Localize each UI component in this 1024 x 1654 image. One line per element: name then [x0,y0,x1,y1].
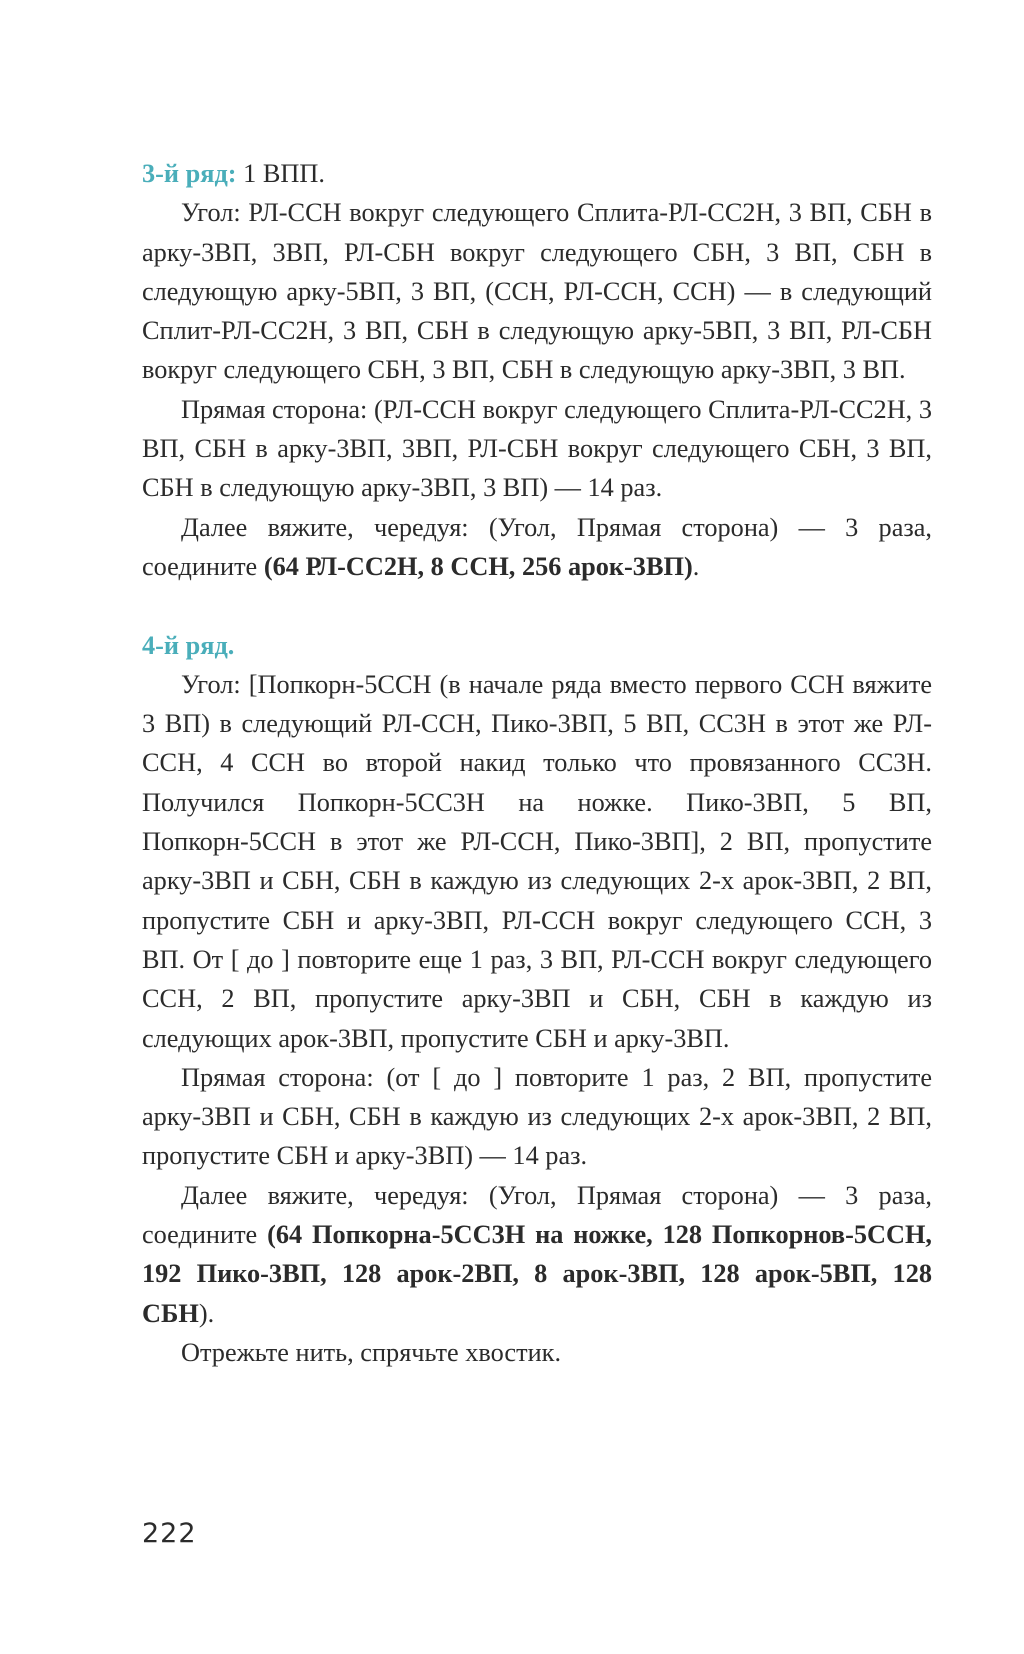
row4-totals: (64 Попкорна-5СС3Н на ножке, 128 Попкорнов-5ССН, 192 Пико-3ВП, 128 арок-2ВП, 8 арок-3ВП, 128 арок-5ВП, 128 СБН [142,1220,933,1328]
row3-heading [142,154,932,193]
row4-corner-paragraph: Угол: [Попкорн-5ССН (в начале ряда вместо первого ССН вяжите 3 ВП) в следующий РЛ-ССН, Пико-3ВП, 5 ВП, СС3Н в этот же РЛ-ССН, 4 ССН во второй накид только что провязанного СС3Н. Получился Попкорн-5СС3Н на ножке. Пико-3ВП, 5 ВП, Попкорн-5ССН в этот же РЛ-ССН, Пико-3ВП], 2 ВП, пропустите арку-3ВП и СБН, СБН в каждую из следующих 2-х арок-3ВП, 2 ВП, пропустите СБН и арку-3ВП, РЛ-ССН вокруг следующего ССН, 3 ВП. От [ до ] повторите еще 1 раз, 3 ВП, РЛ-ССН вокруг следующего ССН, 2 ВП, пропустите арку-3ВП и СБН, СБН в каждую из следующих арок-3ВП, пропустите СБН и арку-3ВП. [142,669,932,1053]
row4-totals-close: ) [198,1298,208,1328]
row4-heading [142,626,932,665]
row4-finish-paragraph: Отрежьте нить, спрячьте хвостик. [181,1337,562,1367]
row3-end: . [692,551,700,581]
section-gap [142,586,932,625]
row3-intro: 1 ВПП. [236,159,325,188]
row3-straight-paragraph: Прямая сторона: (РЛ-ССН вокруг следующего Сплита-РЛ-СС2Н, 3 ВП, СБН в арку-3ВП, 3ВП, РЛ-СБН вокруг следующего СБН, 3 ВП, СБН в следующую арку-3ВП, 3 ВП) — 14 раз. [142,394,932,503]
row3-totals: (64 РЛ-СС2Н, 8 ССН, 256 арок-3ВП) [263,551,693,581]
page-number: 222 [142,1518,197,1549]
row3-continue-paragraph [142,508,932,587]
row4-continue-paragraph [142,1176,932,1333]
row3-continue-text: Далее вяжите, чередуя: (Угол, Прямая сторона) — 3 раза, соедините [142,512,932,581]
page-body [142,154,932,1372]
row4-end: . [207,1298,215,1328]
row4-straight-paragraph: Прямая сторона: (от [ до ] повторите 1 раз, 2 ВП, пропустите арку-3ВП и СБН, СБН в каждую из следующих 2-х арок-3ВП, 2 ВП, пропустите СБН и арку-3ВП) — 14 раз. [142,1062,932,1171]
row3-label: 3-й ряд: [142,159,237,188]
row4-label: 4-й ряд. [142,630,235,660]
row4-continue-text: Далее вяжите, чередуя: (Угол, Прямая сторона) — 3 раза, соедините [142,1180,932,1250]
row3-corner-paragraph: Угол: РЛ-ССН вокруг следующего Сплита-РЛ-СС2Н, 3 ВП, СБН в арку-3ВП, 3ВП, РЛ-СБН вокруг следующего СБН, 3 ВП, СБН в следующую арку-5ВП, 3 ВП, (ССН, РЛ-ССН, ССН) — в следующий Сплит-РЛ-СС2Н, 3 ВП, СБН в следующую арку-5ВП, 3 ВП, РЛ-СБН вокруг следующего СБН, 3 ВП, СБН в следующую арку-3ВП, 3 ВП. [142,198,932,385]
